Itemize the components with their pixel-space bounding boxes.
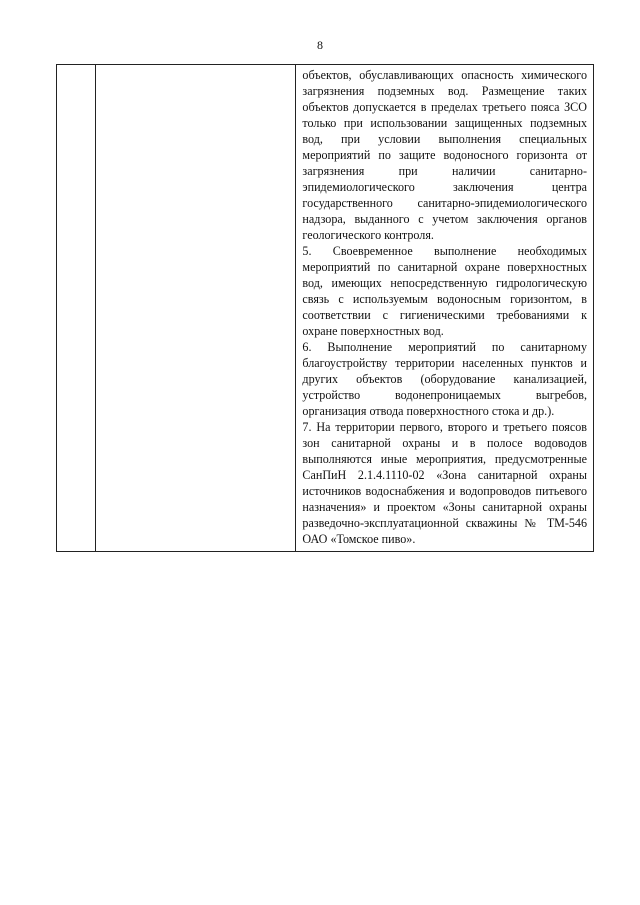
table-row [57, 65, 594, 552]
table-cell-content [296, 65, 594, 552]
table-cell-number [57, 65, 96, 552]
document-table [56, 64, 594, 552]
content-paragraph: 7. На территории первого, второго и третьего поясов зон санитарной охраны и в полосе водоводов выполняются иные мероприятия, предусмотренные СанПиН 2.1.4.1110-02 «Зона санитарной охраны источников водоснабжения и водопроводов питьевого назначения» и проектом «Зоны санитарной охраны разведочно-эксплуатационной скважины № ТМ-546 ОАО «Томское пиво». [302, 420, 587, 546]
table-cell-name [96, 65, 296, 552]
content-paragraph: 5. Своевременное выполнение необходимых мероприятий по санитарной охране поверхностных вод, имеющих непосредственную гидрологическую связь с используемым водоносным горизонтом, в соответствии с гигиеническими требованиями к охране поверхностных вод. [302, 244, 587, 338]
content-paragraph: объектов, обуславливающих опасность химического загрязнения подземных вод. Размещение таких объектов допускается в пределах третьего пояса ЗСО только при использовании защищенных подземных вод, при условии выполнения специальных мероприятий по защите водоносного горизонта от загрязнения при наличии санитарно-эпидемиологического заключения центра государственного санитарно-эпидемиологического надзора, выданного с учетом заключения органов геологического контроля. [302, 68, 587, 242]
page-number: 8 [317, 38, 323, 52]
content-paragraph: 6. Выполнение мероприятий по санитарному благоустройству территории населенных пунктов и других объектов (оборудование канализацией, устройство водонепроницаемых выгребов, организация отвода поверхностного стока и др.). [302, 340, 587, 418]
